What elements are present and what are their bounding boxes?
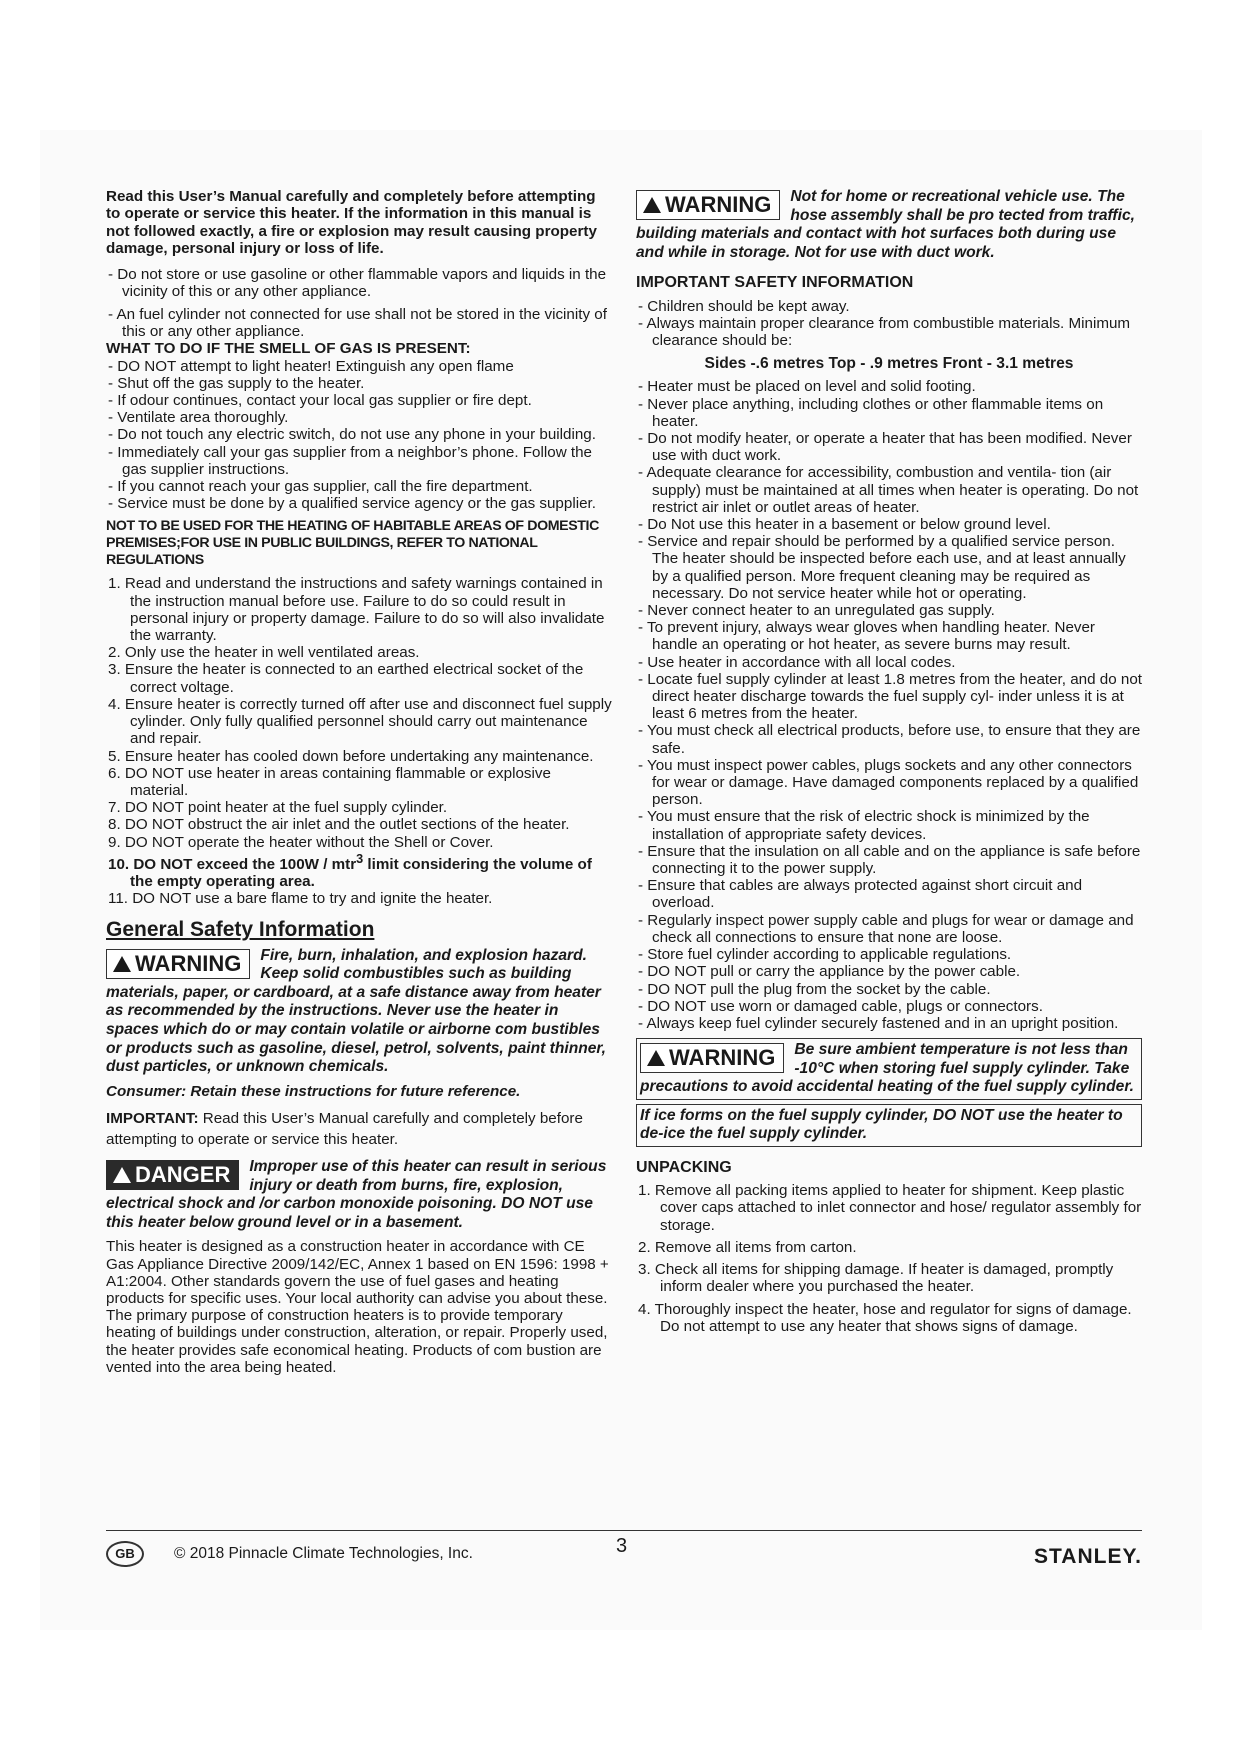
isi-item: - DO NOT use worn or damaged cable, plugs or connectors. — [638, 997, 1043, 1015]
isi-item: - You must check all electrical products, before use, to ensure that they are safe. — [638, 722, 1141, 757]
top-warning-text: Not for home or recreational vehicle use. The hose assembly shall be pro tected from traffic, building materials and contact with hot surfaces both during use and while in storage. Not for use with duct work. — [636, 188, 1135, 261]
isi-item: - Always keep fuel cylinder securely fastened and in an upright position. — [638, 1014, 1119, 1032]
isi-item: - Service and repair should be performed by a qualified service person. The heater should be inspected before each use, and at least annually by a qualified person. More frequent cleaning may be required as necessary. Do not service heater while hot or operating. — [638, 533, 1126, 602]
danger-text: Improper use of this heater can result in serious injury or death from burns, fire, explosion, electrical shock and /or carbon monoxide poisoning. DO NOT use this heater below ground level or in a basement. — [106, 1157, 607, 1231]
unpacking-item: 4. Thoroughly inspect the heater, hose and regulator for signs of damage. Do not attempt to use any heater that shows signs of damage. — [638, 1300, 1132, 1335]
danger-label: DANGER — [135, 1161, 231, 1187]
list-item: 8. DO NOT obstruct the air inlet and the outlet sections of the heater. — [108, 816, 570, 834]
list-item: 9. DO NOT operate the heater without the Shell or Cover. — [108, 833, 494, 851]
list-item: 1. Read and understand the instructions and safety warnings contained in the instruction manual before use. Failure to do so could result in personal injury or property damage. Failure to do so will also invalidate the warranty. — [108, 575, 605, 645]
isi-item: - Never place anything, including clothes or other flammable items on heater. — [638, 395, 1104, 430]
page-number: 3 — [616, 1535, 628, 1557]
isi-item: - Children should be kept away. — [638, 297, 850, 315]
list-item: 3. Ensure the heater is connected to an earthed electrical socket of the correct voltage. — [108, 661, 584, 696]
left-column — [106, 188, 612, 1376]
consumer-note: Consumer: Retain these instructions for future reference. — [106, 1082, 521, 1100]
list-item: 6. DO NOT use heater in areas containing flammable or explosive material. — [108, 764, 551, 799]
clearance-values: Sides -.6 metres Top - .9 metres Front - 3.1 metres — [704, 355, 1074, 373]
list-item: 4. Ensure heater is correctly turned off after use and disconnect fuel supply cylinder. Only fully qualified personnel should carry out maintenance and repair. — [108, 695, 612, 748]
general-safety-heading: General Safety Information — [106, 918, 375, 942]
list-item: 5. Ensure heater has cooled down before undertaking any maintenance. — [108, 747, 594, 765]
intro-item: - Do not store or use gasoline or other flammable vapors and liquids in the vicinity of this or any other appliance. — [108, 265, 607, 300]
gas-item: - If you cannot reach your gas supplier, call the fire department. — [108, 478, 533, 496]
warning-triangle-icon — [647, 1050, 665, 1066]
danger-triangle-icon — [113, 1167, 131, 1183]
gas-item: - Shut off the gas supply to the heater. — [108, 374, 365, 392]
copyright: © 2018 Pinnacle Climate Technologies, Inc. — [174, 1545, 473, 1562]
gas-item: - DO NOT attempt to light heater! Extinguish any open flame — [108, 357, 514, 375]
isi-item: - You must inspect power cables, plugs sockets and any other connectors for wear or damage. Have damaged components replaced by a qualified person. — [638, 756, 1139, 809]
caps-notice: NOT TO BE USED FOR THE HEATING OF HABITABLE AREAS OF DOMESTIC PREMISES;FOR USE IN PUBLIC BUILDINGS, REFER TO NATIONAL REGULATIONS — [106, 518, 599, 569]
isi-item: - Ensure that cables are always protected against short circuit and overload. — [638, 877, 1083, 912]
isi-heading: IMPORTANT SAFETY INFORMATION — [636, 274, 914, 292]
general-warning-block — [106, 947, 612, 1077]
construction-heater-text: This heater is designed as a construction heater in accordance with CE Gas Appliance Directive 2009/142/EC, Annex 1 based on EN 1596: 1998 + A1:2004. Other standards govern the use of fuel gases and heating products for specific uses. Your local authority can advise you about these. The primary purpose of construction heaters is to provide temporary heating of buildings under construction, alteration, or repair. Properly used, the heater provides safe economical heating. Products of com bustion are vented into the area being heated. — [106, 1238, 609, 1376]
gas-item: - Ventilate area thoroughly. — [108, 409, 289, 427]
isi-item: - Do not modify heater, or operate a heater that has been modified. Never use with duct work. — [638, 430, 1132, 465]
unpacking-item: 2. Remove all items from carton. — [638, 1238, 857, 1256]
intro-bold: Read this User’s Manual carefully and completely before attempting to operate or service this heater. If the information in this manual is not followed exactly, a fire or explosion may result causing property damage, personal injury or loss of life. — [106, 188, 597, 258]
isi-item: - DO NOT pull or carry the appliance by the power cable. — [638, 963, 1021, 981]
general-warning-text: Fire, burn, inhalation, and explosion hazard. Keep solid combustibles such as building materials, paper, or cardboard, at a safe distance away from heater as recommended by the instructions. Never use the heater in spaces which do or may contain volatile or airborne com bustibles or products such as gasoline, diesel, petrol, solvents, paint thinner, dust particles, or unknown chemicals. — [106, 946, 606, 1076]
warning-badge — [640, 1043, 784, 1073]
warning-label: WARNING — [669, 1045, 776, 1071]
important-paragraph — [106, 1108, 612, 1150]
numbered-list — [106, 575, 612, 907]
gas-heading: WHAT TO DO IF THE SMELL OF GAS IS PRESENT: — [106, 340, 471, 358]
important-label: IMPORTANT: — [106, 1109, 199, 1127]
isi-item: - Regularly inspect power supply cable and plugs for wear or damage and check all connections to ensure that none are loose. — [638, 911, 1134, 946]
isi-item: - Do Not use this heater in a basement or below ground level. — [638, 516, 1051, 534]
isi-item: - Store fuel cylinder according to applicable regulations. — [638, 946, 1012, 964]
isi-item: - Ensure that the insulation on all cable and on the appliance is safe before connecting it to the power supply. — [638, 842, 1141, 878]
unpacking-item: 3. Check all items for shipping damage. If heater is damaged, promptly inform dealer where you purchased the heater. — [638, 1261, 1114, 1296]
danger-block — [106, 1158, 612, 1232]
isi-item: - Adequate clearance for accessibility, combustion and ventila- tion (air supply) must be maintained at all times when heater is operating. Do not restrict air inlet or outlet areas of heater. — [638, 464, 1139, 516]
item10-superscript: 3 — [356, 851, 364, 866]
page-footer — [106, 1530, 1142, 1568]
list-item: 11. DO NOT use a bare flame to try and ignite the heater. — [108, 890, 493, 908]
gas-item: - Immediately call your gas supplier from a neighbor’s phone. Follow the gas supplier instructions. — [108, 443, 592, 478]
isi-item: - Always maintain proper clearance from combustible materials. Minimum clearance should be: — [638, 314, 1131, 349]
isi-item: - To prevent injury, always wear gloves when handling heater. Never handle an operating or hot heater, as severe burns may result. — [638, 619, 1095, 654]
important-text: Read this User’s Manual carefully and completely before attempting to operate or service this heater. — [106, 1109, 583, 1148]
item10-text-a: 10. DO NOT exceed the 100W / mtr — [108, 855, 357, 873]
warning-badge — [636, 190, 780, 220]
danger-badge — [106, 1160, 239, 1190]
gas-item: - Do not touch any electric switch, do not use any phone in your building. — [108, 426, 596, 444]
item10-text-b: limit considering the volume of the empty operating area. — [130, 855, 592, 890]
isi-item: - Never connect heater to an unregulated gas supply. — [638, 602, 995, 620]
unpacking-heading: UNPACKING — [636, 1159, 732, 1177]
gas-item: - Service must be done by a qualified service agency or the gas supplier. — [108, 495, 596, 513]
list-item: 2. Only use the heater in well ventilated areas. — [108, 644, 420, 662]
gas-item: - If odour continues, contact your local gas supplier or fire dept. — [108, 392, 532, 410]
warning-triangle-icon — [113, 956, 131, 972]
intro-item: - An fuel cylinder not connected for use shall not be stored in the vicinity of this or any other appliance. — [108, 306, 607, 341]
isi-item: - Locate fuel supply cylinder at least 1.8 metres from the heater, and do not direct heater discharge towards the fuel supply cyl- inder unless it is at least 6 metres from the heater. — [638, 670, 1143, 723]
isi-item: - You must ensure that the risk of electric shock is minimized by the installation of appropriate safety devices. — [638, 808, 1090, 843]
warning-badge — [106, 949, 250, 979]
isi-item: - Use heater in accordance with all local codes. — [638, 653, 956, 671]
top-warning-block — [636, 188, 1142, 262]
isi-item: - Heater must be placed on level and solid footing. — [638, 378, 976, 396]
unpacking-item: 1. Remove all packing items applied to heater for shipment. Keep plastic cover caps attached to inlet connector and hose/ regulator assembly for storage. — [638, 1182, 1142, 1234]
ice-warning: If ice forms on the fuel supply cylinder, DO NOT use the heater to de-ice the fuel supply cylinder. — [636, 1104, 1142, 1147]
right-column — [636, 188, 1142, 1335]
brand-logo: STANLEY. — [1034, 1545, 1142, 1568]
list-item-10 — [106, 851, 612, 890]
warning-label: WARNING — [665, 192, 772, 217]
region-badge: GB — [106, 1541, 144, 1567]
list-item: 7. DO NOT point heater at the fuel supply cylinder. — [108, 799, 448, 817]
warning-triangle-icon — [643, 197, 661, 213]
isi-item: - DO NOT pull the plug from the socket by the cable. — [638, 980, 991, 998]
temperature-warning-block — [636, 1038, 1142, 1100]
temperature-warning-text: Be sure ambient temperature is not less than -10°C when storing fuel supply cylinder. Take precautions to avoid accidental heating of the fuel supply cylinder. — [640, 1041, 1134, 1096]
warning-label: WARNING — [135, 950, 242, 976]
